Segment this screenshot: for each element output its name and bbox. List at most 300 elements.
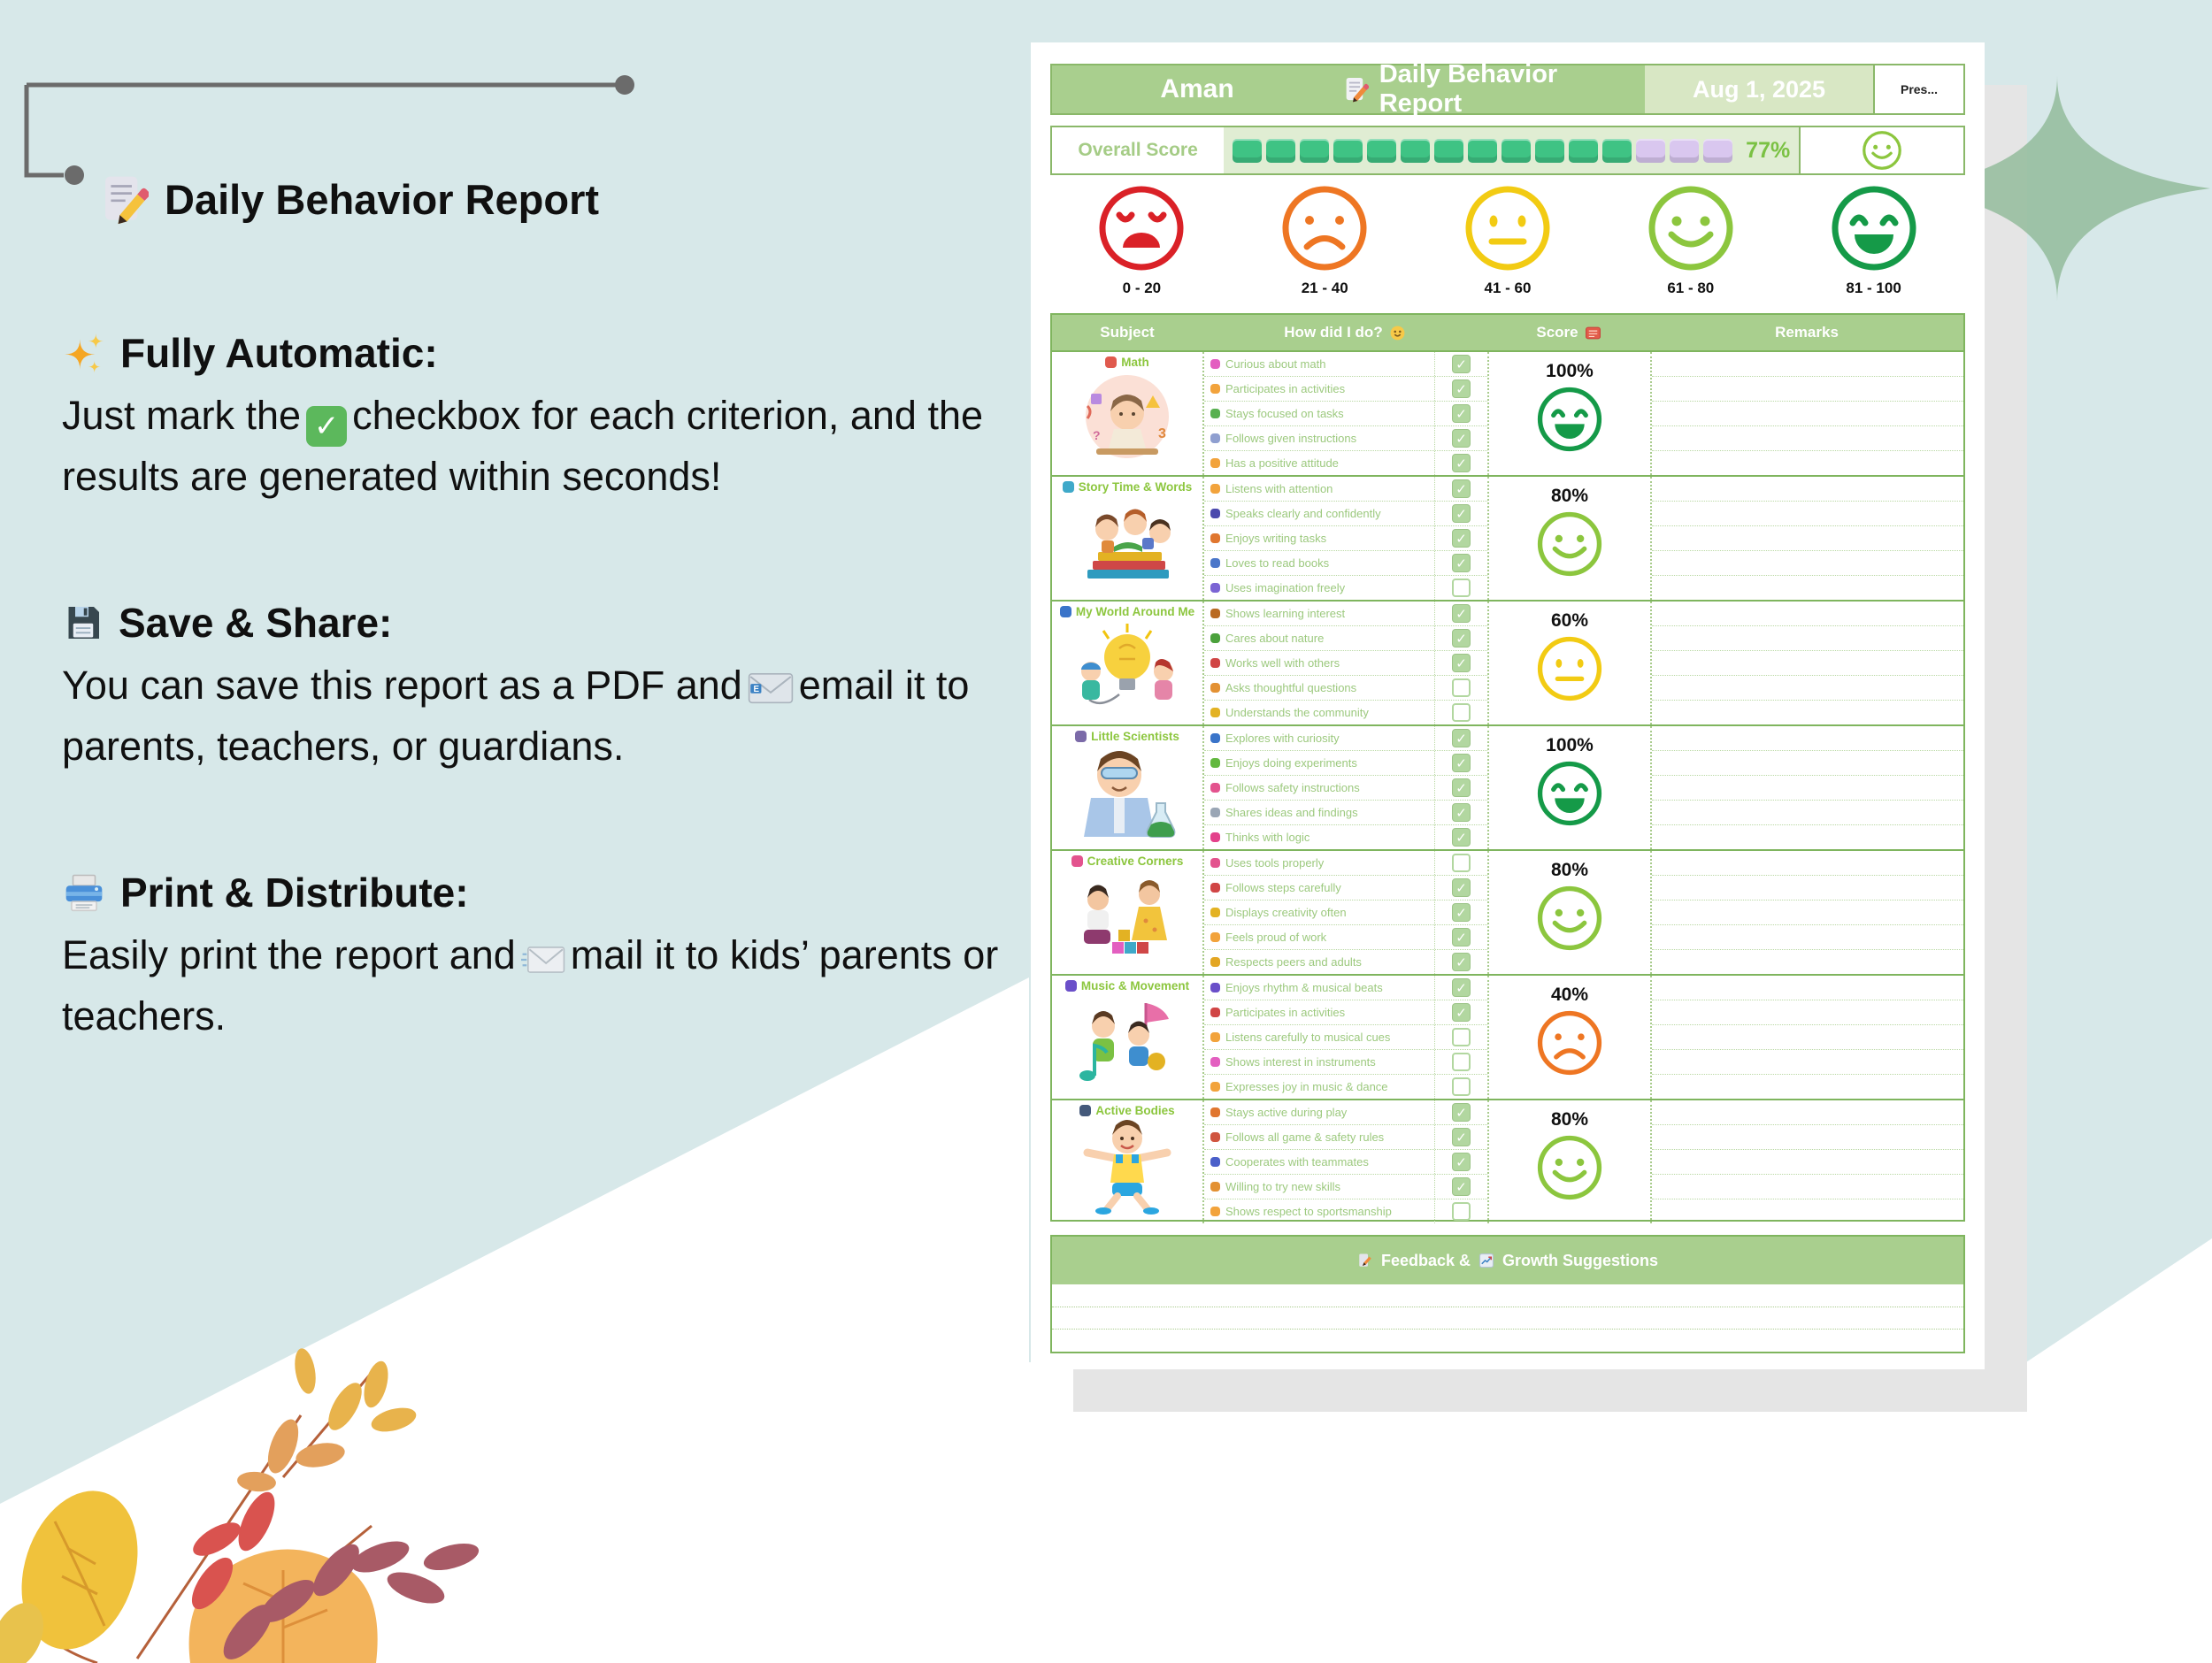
criterion bbox=[1204, 1025, 1434, 1050]
page-title: Daily Behavior Report bbox=[165, 175, 600, 223]
svg-text:E: E bbox=[753, 685, 759, 695]
checked-checkbox[interactable]: ✓ bbox=[1452, 604, 1471, 623]
criterion bbox=[1204, 502, 1434, 526]
criterion-icon bbox=[1210, 1107, 1220, 1117]
unchecked-checkbox[interactable] bbox=[1452, 1028, 1471, 1046]
column-header-score-label: Score bbox=[1536, 324, 1578, 341]
criterion-label: Uses tools properly bbox=[1225, 856, 1325, 870]
behavior-table bbox=[1050, 313, 1965, 1222]
floppy-disk-icon bbox=[62, 602, 104, 644]
scale-range-label: 61 - 80 bbox=[1667, 280, 1715, 296]
neutral-face-icon bbox=[1463, 184, 1552, 272]
score-percent: 80% bbox=[1550, 486, 1589, 506]
remark-line[interactable] bbox=[1652, 701, 1963, 724]
criterion-label: Enjoys writing tasks bbox=[1225, 532, 1327, 545]
progress-block-filled bbox=[1266, 139, 1295, 163]
subject-row bbox=[1052, 724, 1963, 849]
remark-line[interactable] bbox=[1652, 402, 1963, 426]
date-cell[interactable]: Aug 1, 2025 bbox=[1645, 65, 1873, 113]
remark-line[interactable] bbox=[1652, 950, 1963, 974]
unchecked-checkbox[interactable] bbox=[1452, 703, 1471, 722]
criterion-icon bbox=[1210, 908, 1220, 917]
checkbox-cell bbox=[1435, 1100, 1487, 1125]
remark-line[interactable] bbox=[1652, 426, 1963, 451]
remark-line[interactable] bbox=[1652, 726, 1963, 751]
criterion-icon bbox=[1210, 683, 1220, 693]
criterion-icon bbox=[1210, 957, 1220, 967]
checkbox-cell bbox=[1435, 676, 1487, 701]
checkbox-cell bbox=[1435, 801, 1487, 825]
wail-face-icon bbox=[1097, 184, 1186, 272]
score-percent: 100% bbox=[1546, 361, 1594, 381]
criterion-icon bbox=[1210, 1132, 1220, 1142]
checkbox-cell bbox=[1435, 976, 1487, 1000]
feedback-line[interactable] bbox=[1052, 1307, 1963, 1330]
criterion bbox=[1204, 851, 1434, 876]
criterion-icon bbox=[1210, 1182, 1220, 1192]
remark-line[interactable] bbox=[1652, 451, 1963, 475]
score-mood-face bbox=[1536, 760, 1603, 832]
criterion bbox=[1204, 876, 1434, 900]
happy-face-icon bbox=[1536, 1134, 1603, 1201]
criterion bbox=[1204, 402, 1434, 426]
grin-face-icon bbox=[1536, 760, 1603, 827]
criterion bbox=[1204, 776, 1434, 801]
overall-percent: 77% bbox=[1746, 137, 1791, 163]
checkbox-cell bbox=[1435, 377, 1487, 402]
report-header-bar bbox=[1050, 60, 1965, 118]
score-percent: 80% bbox=[1550, 860, 1589, 880]
remarks-cell bbox=[1650, 851, 1963, 974]
hundred-points-icon bbox=[1585, 325, 1601, 341]
checked-checkbox[interactable]: ✓ bbox=[1452, 529, 1471, 548]
checkbox-cell bbox=[1435, 477, 1487, 502]
remark-line[interactable] bbox=[1652, 876, 1963, 900]
remark-line[interactable] bbox=[1652, 676, 1963, 701]
score-cell bbox=[1487, 976, 1650, 1099]
feedback-header-bar bbox=[1052, 1237, 1963, 1284]
criterion-icon bbox=[1210, 808, 1220, 817]
criterion-label: Explores with curiosity bbox=[1225, 732, 1340, 745]
criterion bbox=[1204, 751, 1434, 776]
body-fully-automatic bbox=[62, 386, 1013, 507]
progress-block-filled bbox=[1535, 139, 1564, 163]
criterion bbox=[1204, 352, 1434, 377]
criteria-column bbox=[1202, 352, 1434, 475]
happy-face-icon bbox=[1536, 885, 1603, 952]
remark-line[interactable] bbox=[1652, 1100, 1963, 1125]
checked-checkbox[interactable]: ✓ bbox=[1452, 379, 1471, 398]
criterion-label: Has a positive attitude bbox=[1225, 456, 1339, 470]
unchecked-checkbox[interactable] bbox=[1452, 579, 1471, 597]
feedback-line[interactable] bbox=[1052, 1284, 1963, 1307]
happy-face-icon bbox=[1647, 184, 1735, 272]
remark-line[interactable] bbox=[1652, 825, 1963, 849]
criterion-label: Curious about math bbox=[1225, 357, 1326, 371]
unchecked-checkbox[interactable] bbox=[1452, 1053, 1471, 1071]
criterion bbox=[1204, 726, 1434, 751]
criterion bbox=[1204, 925, 1434, 950]
criterion-icon bbox=[1210, 509, 1220, 518]
sparkles-icon bbox=[62, 331, 106, 375]
remark-line[interactable] bbox=[1652, 776, 1963, 801]
criterion-label: Speaks clearly and confidently bbox=[1225, 507, 1381, 520]
score-mood-face bbox=[1536, 510, 1603, 582]
criterion-icon bbox=[1210, 858, 1220, 868]
checkbox-cell bbox=[1435, 825, 1487, 849]
criterion-icon bbox=[1210, 932, 1220, 942]
checked-checkbox[interactable]: ✓ bbox=[1452, 1003, 1471, 1022]
criterion-label: Thinks with logic bbox=[1225, 831, 1310, 844]
criterion-label: Listens carefully to musical cues bbox=[1225, 1031, 1391, 1044]
criterion bbox=[1204, 1199, 1434, 1223]
remark-line[interactable] bbox=[1652, 1150, 1963, 1175]
scale-item-neutral bbox=[1417, 184, 1600, 317]
criterion-label: Asks thoughtful questions bbox=[1225, 681, 1357, 694]
checkbox-cell bbox=[1435, 402, 1487, 426]
active-illustration bbox=[1061, 1115, 1194, 1215]
scale-item-grin bbox=[1782, 184, 1965, 317]
score-cell bbox=[1487, 352, 1650, 475]
criterion-icon bbox=[1210, 983, 1220, 992]
memo-pencil-icon bbox=[97, 173, 149, 225]
checkbox-cell bbox=[1435, 876, 1487, 900]
checked-checkbox[interactable]: ✓ bbox=[1452, 454, 1471, 472]
criterion-label: Works well with others bbox=[1225, 656, 1340, 670]
section-print-distribute bbox=[62, 869, 1013, 1046]
checkbox-cell bbox=[1435, 426, 1487, 451]
remark-line[interactable] bbox=[1652, 1125, 1963, 1150]
checkbox-cell bbox=[1435, 1025, 1487, 1050]
checked-checkbox[interactable]: ✓ bbox=[1452, 1153, 1471, 1171]
checkbox-column bbox=[1434, 1100, 1487, 1223]
criterion-label: Participates in activities bbox=[1225, 1006, 1346, 1019]
column-header-score bbox=[1487, 315, 1650, 350]
subject-row bbox=[1052, 350, 1963, 475]
subject-cell bbox=[1052, 1100, 1202, 1223]
checked-checkbox[interactable]: ✓ bbox=[1452, 1103, 1471, 1122]
criterion bbox=[1204, 701, 1434, 724]
checked-checkbox[interactable]: ✓ bbox=[1452, 953, 1471, 971]
checked-checkbox[interactable]: ✓ bbox=[1452, 928, 1471, 946]
criterion-label: Uses imagination freely bbox=[1225, 581, 1346, 594]
feedback-lines[interactable] bbox=[1052, 1284, 1963, 1352]
criterion-label: Understands the community bbox=[1225, 706, 1369, 719]
body-save-share bbox=[62, 655, 1013, 777]
criterion-label: Follows safety instructions bbox=[1225, 781, 1360, 794]
unchecked-checkbox[interactable] bbox=[1452, 1202, 1471, 1221]
criterion-label: Follows all game & safety rules bbox=[1225, 1130, 1385, 1144]
remark-line[interactable] bbox=[1652, 1050, 1963, 1075]
remark-line[interactable] bbox=[1652, 602, 1963, 626]
overall-score-bar bbox=[1224, 127, 1799, 173]
checkbox-cell bbox=[1435, 776, 1487, 801]
text-segment: You can save this report as a PDF and bbox=[62, 663, 742, 709]
criterion bbox=[1204, 1000, 1434, 1025]
criterion-icon bbox=[1210, 359, 1220, 369]
criterion-label: Loves to read books bbox=[1225, 556, 1330, 570]
checked-checkbox[interactable]: ✓ bbox=[1452, 978, 1471, 997]
overall-mood-face bbox=[1799, 127, 1963, 173]
svg-text:3: 3 bbox=[1158, 426, 1166, 441]
criteria-column bbox=[1202, 1100, 1434, 1223]
unchecked-checkbox[interactable] bbox=[1452, 678, 1471, 697]
remark-line[interactable] bbox=[1652, 526, 1963, 551]
criterion-label: Follows steps carefully bbox=[1225, 881, 1341, 894]
subject-name: Creative Corners bbox=[1087, 854, 1184, 868]
criterion bbox=[1204, 1050, 1434, 1075]
criterion-label: Follows given instructions bbox=[1225, 432, 1357, 445]
checked-checkbox[interactable]: ✓ bbox=[1452, 355, 1471, 373]
checked-checkbox[interactable]: ✓ bbox=[1452, 903, 1471, 922]
happy-face-icon bbox=[1862, 130, 1902, 171]
scale-range-label: 21 - 40 bbox=[1301, 280, 1348, 296]
checked-checkbox[interactable]: ✓ bbox=[1452, 504, 1471, 523]
checked-checkbox[interactable]: ✓ bbox=[1452, 654, 1471, 672]
report-title-cell bbox=[1342, 60, 1645, 118]
criterion-label: Displays creativity often bbox=[1225, 906, 1347, 919]
heading-fully-automatic: Fully Automatic: bbox=[120, 330, 438, 376]
criterion-icon bbox=[1210, 832, 1220, 842]
checked-checkbox[interactable]: ✓ bbox=[1452, 554, 1471, 572]
presets-button[interactable]: Pres... bbox=[1873, 65, 1963, 113]
criterion-label: Cooperates with teammates bbox=[1225, 1155, 1369, 1169]
heading-save-share: Save & Share: bbox=[119, 600, 393, 647]
feedback-label-2: Growth Suggestions bbox=[1502, 1251, 1659, 1269]
checked-checkbox[interactable]: ✓ bbox=[1452, 729, 1471, 747]
checkbox-column bbox=[1434, 976, 1487, 1099]
criterion bbox=[1204, 626, 1434, 651]
remark-line[interactable] bbox=[1652, 477, 1963, 502]
remark-line[interactable] bbox=[1652, 925, 1963, 950]
subject-cell bbox=[1052, 352, 1202, 475]
checkbox-cell bbox=[1435, 851, 1487, 876]
feedback-line[interactable] bbox=[1052, 1330, 1963, 1352]
subject-cell bbox=[1052, 976, 1202, 1099]
remark-line[interactable] bbox=[1652, 502, 1963, 526]
remark-line[interactable] bbox=[1652, 1025, 1963, 1050]
remark-line[interactable] bbox=[1652, 1000, 1963, 1025]
remarks-cell bbox=[1650, 477, 1963, 600]
criterion-icon bbox=[1210, 433, 1220, 443]
score-mood-face bbox=[1536, 885, 1603, 956]
criteria-column bbox=[1202, 602, 1434, 724]
remark-line[interactable] bbox=[1652, 801, 1963, 825]
checkbox-cell bbox=[1435, 751, 1487, 776]
section-fully-automatic bbox=[62, 329, 1013, 507]
progress-block-filled bbox=[1401, 139, 1430, 163]
neutral-face-icon bbox=[1536, 635, 1603, 702]
remarks-cell bbox=[1650, 726, 1963, 849]
criterion-icon bbox=[1210, 1082, 1220, 1092]
criterion-icon bbox=[1210, 883, 1220, 893]
criterion bbox=[1204, 1075, 1434, 1099]
score-percent: 40% bbox=[1550, 985, 1589, 1005]
progress-block-empty bbox=[1636, 139, 1665, 163]
checkbox-cell bbox=[1435, 651, 1487, 676]
left-panel bbox=[62, 173, 1013, 1046]
criterion-icon bbox=[1210, 708, 1220, 717]
remark-line[interactable] bbox=[1652, 1199, 1963, 1223]
column-header-how-label: How did I do? bbox=[1284, 324, 1383, 341]
remark-line[interactable] bbox=[1652, 976, 1963, 1000]
checkbox-cell bbox=[1435, 1150, 1487, 1175]
progress-block-filled bbox=[1569, 139, 1598, 163]
unchecked-checkbox[interactable] bbox=[1452, 1077, 1471, 1096]
criterion-label: Stays active during play bbox=[1225, 1106, 1348, 1119]
checkbox-cell bbox=[1435, 1050, 1487, 1075]
subject-name: Story Time & Words bbox=[1078, 480, 1193, 494]
checkbox-cell bbox=[1435, 701, 1487, 724]
checkbox-cell bbox=[1435, 950, 1487, 974]
subject-rows bbox=[1052, 350, 1963, 1223]
grin-face-icon bbox=[1830, 184, 1918, 272]
score-mood-face bbox=[1536, 635, 1603, 707]
subject-cell bbox=[1052, 726, 1202, 849]
checked-checkbox[interactable]: ✓ bbox=[1452, 429, 1471, 448]
score-mood-face bbox=[1536, 1134, 1603, 1206]
heading-print-distribute: Print & Distribute: bbox=[120, 870, 469, 916]
column-header-remarks: Remarks bbox=[1775, 324, 1839, 341]
report-page bbox=[1031, 42, 1985, 1369]
checkbox-cell bbox=[1435, 576, 1487, 600]
criterion-label: Shows interest in instruments bbox=[1225, 1055, 1376, 1069]
feedback-section bbox=[1050, 1235, 1965, 1353]
section-save-share bbox=[62, 599, 1013, 777]
criterion-icon bbox=[1210, 384, 1220, 394]
criterion-icon bbox=[1210, 1032, 1220, 1042]
checked-checkbox[interactable]: ✓ bbox=[1452, 629, 1471, 648]
progress-block-filled bbox=[1468, 139, 1497, 163]
remark-line[interactable] bbox=[1652, 551, 1963, 576]
criterion bbox=[1204, 651, 1434, 676]
subject-name: Little Scientists bbox=[1091, 730, 1179, 743]
scale-item-wail bbox=[1050, 184, 1233, 317]
pencil-icon bbox=[1357, 1253, 1373, 1268]
checked-checkbox[interactable]: ✓ bbox=[1452, 1177, 1471, 1196]
criterion-label: Enjoys rhythm & musical beats bbox=[1225, 981, 1383, 994]
progress-block-filled bbox=[1300, 139, 1329, 163]
checked-checkbox[interactable]: ✓ bbox=[1452, 778, 1471, 797]
criterion bbox=[1204, 1175, 1434, 1199]
checkbox-column bbox=[1434, 602, 1487, 724]
remark-line[interactable] bbox=[1652, 576, 1963, 600]
criterion-icon bbox=[1210, 1157, 1220, 1167]
progress-block-filled bbox=[1434, 139, 1463, 163]
sad-face-icon bbox=[1536, 1009, 1603, 1077]
memo-pencil-icon bbox=[1342, 76, 1369, 103]
criterion bbox=[1204, 976, 1434, 1000]
remark-line[interactable] bbox=[1652, 626, 1963, 651]
music-illustration bbox=[1061, 991, 1194, 1090]
math-illustration bbox=[1061, 367, 1194, 466]
overall-score-row bbox=[1050, 126, 1965, 175]
remark-line[interactable] bbox=[1652, 651, 1963, 676]
green-checkbox-icon: ✓ bbox=[306, 406, 347, 447]
progress-block-filled bbox=[1602, 139, 1632, 163]
creative-illustration bbox=[1061, 866, 1194, 965]
subject-cell bbox=[1052, 851, 1202, 974]
scale-item-sad bbox=[1233, 184, 1417, 317]
criterion-icon bbox=[1210, 758, 1220, 768]
world-illustration bbox=[1061, 617, 1194, 716]
text-segment: Easily print the report and bbox=[62, 932, 516, 978]
criterion-label: Willing to try new skills bbox=[1225, 1180, 1341, 1193]
text-segment: mail it to kids’ parents or teachers. bbox=[62, 932, 999, 1038]
criterion bbox=[1204, 801, 1434, 825]
checked-checkbox[interactable]: ✓ bbox=[1452, 404, 1471, 423]
checked-checkbox[interactable]: ✓ bbox=[1452, 828, 1471, 847]
subject-cell bbox=[1052, 477, 1202, 600]
criterion-icon bbox=[1210, 1008, 1220, 1017]
checkbox-cell bbox=[1435, 451, 1487, 475]
remark-line[interactable] bbox=[1652, 1175, 1963, 1199]
checkbox-column bbox=[1434, 477, 1487, 600]
criterion-icon bbox=[1210, 583, 1220, 593]
checked-checkbox[interactable]: ✓ bbox=[1452, 754, 1471, 772]
remark-line[interactable] bbox=[1652, 851, 1963, 876]
criterion-icon bbox=[1210, 1057, 1220, 1067]
criterion-label: Enjoys doing experiments bbox=[1225, 756, 1357, 770]
progress-block-filled bbox=[1367, 139, 1396, 163]
score-cell bbox=[1487, 851, 1650, 974]
remark-line[interactable] bbox=[1652, 751, 1963, 776]
subject-row bbox=[1052, 1099, 1963, 1223]
remark-line[interactable] bbox=[1652, 1075, 1963, 1099]
checked-checkbox[interactable]: ✓ bbox=[1452, 1128, 1471, 1146]
remark-line[interactable] bbox=[1652, 900, 1963, 925]
criterion bbox=[1204, 551, 1434, 576]
scale-range-label: 81 - 100 bbox=[1846, 280, 1901, 296]
student-name-cell[interactable]: Aman bbox=[1160, 74, 1234, 103]
checkbox-cell bbox=[1435, 726, 1487, 751]
scale-range-label: 0 - 20 bbox=[1122, 280, 1162, 296]
checkbox-cell bbox=[1435, 626, 1487, 651]
report-title: Daily Behavior Report bbox=[1379, 60, 1558, 118]
progress-block-filled bbox=[1502, 139, 1531, 163]
subject-name: Math bbox=[1121, 356, 1149, 369]
story-illustration bbox=[1061, 492, 1194, 591]
remark-line[interactable] bbox=[1652, 352, 1963, 377]
remarks-cell bbox=[1650, 1100, 1963, 1223]
checkbox-cell bbox=[1435, 551, 1487, 576]
criterion-label: Listens with attention bbox=[1225, 482, 1333, 495]
score-mood-face bbox=[1536, 386, 1603, 457]
overall-score-label: Overall Score bbox=[1078, 140, 1198, 160]
remark-line[interactable] bbox=[1652, 377, 1963, 402]
checkbox-cell bbox=[1435, 602, 1487, 626]
checked-checkbox[interactable]: ✓ bbox=[1452, 803, 1471, 822]
criterion bbox=[1204, 676, 1434, 701]
criterion-icon bbox=[1210, 783, 1220, 793]
criterion bbox=[1204, 900, 1434, 925]
criterion bbox=[1204, 451, 1434, 475]
criterion-label: Respects peers and adults bbox=[1225, 955, 1362, 969]
score-percent: 60% bbox=[1550, 610, 1589, 631]
progress-block-empty bbox=[1670, 139, 1699, 163]
criterion bbox=[1204, 1150, 1434, 1175]
criterion bbox=[1204, 426, 1434, 451]
subject-cell bbox=[1052, 602, 1202, 724]
chart-increasing-icon bbox=[1479, 1253, 1494, 1268]
subject-row bbox=[1052, 475, 1963, 600]
checked-checkbox[interactable]: ✓ bbox=[1452, 878, 1471, 897]
progress-block-filled bbox=[1333, 139, 1363, 163]
criterion-label: Cares about nature bbox=[1225, 632, 1325, 645]
checked-checkbox[interactable]: ✓ bbox=[1452, 479, 1471, 498]
autumn-leaves-decoration bbox=[0, 1265, 540, 1663]
unchecked-checkbox[interactable] bbox=[1452, 854, 1471, 872]
